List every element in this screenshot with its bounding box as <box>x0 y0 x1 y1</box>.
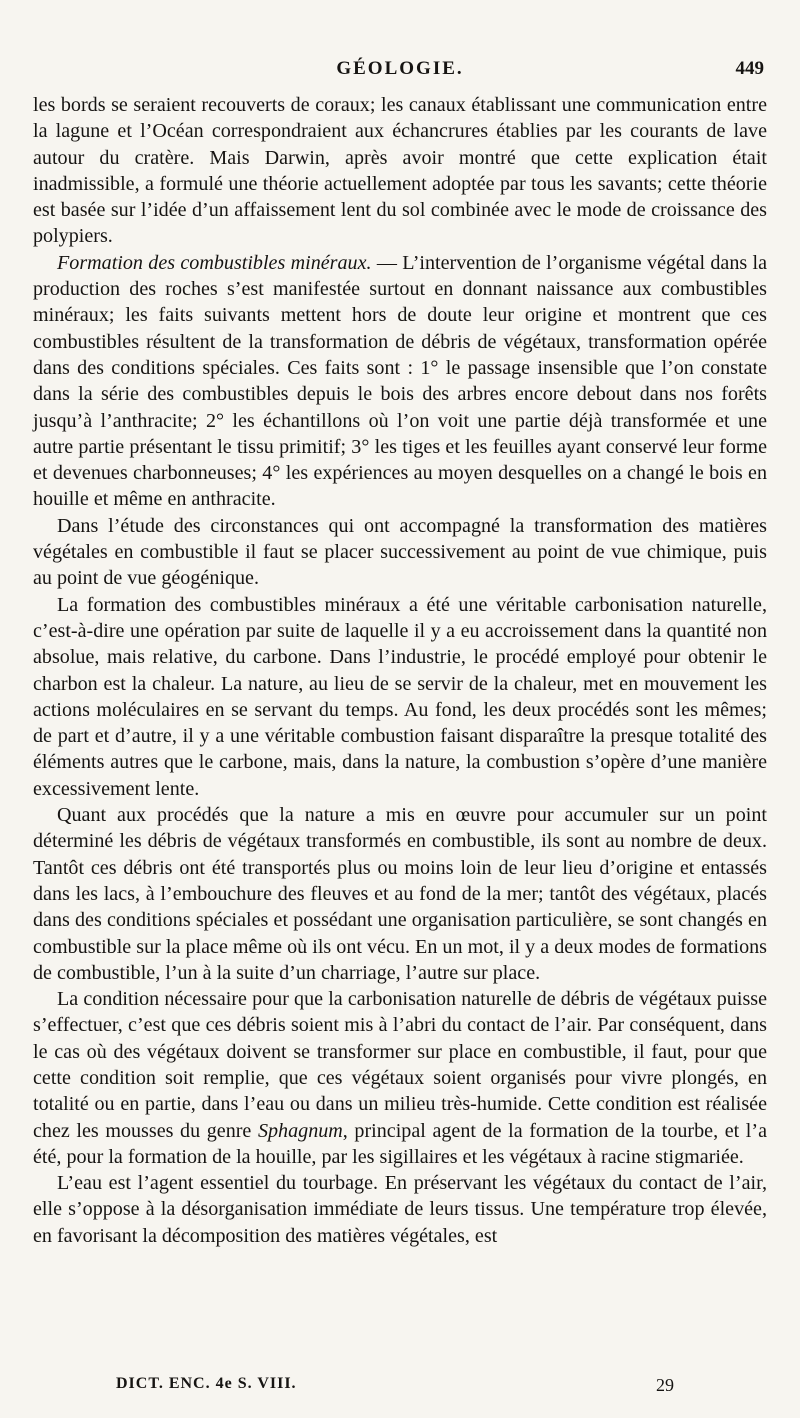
paragraph-7 <box>33 1170 767 1249</box>
body-text <box>33 92 767 1249</box>
paragraph-5 <box>33 802 767 986</box>
page-footer <box>0 1375 800 1403</box>
paragraph-text: Quant aux procédés que la nature a mis en œuvre pour accumuler sur un point déterminé les débris de végétaux transformés en combustible, ils sont au nombre de deux. Tantôt ces débris ont été transportés plus ou moins loin de leur lieu d’origine et entassés dans les lacs, à l’embouchure des fleuves et au fond de la mer; tantôt des végétaux, placés dans des conditions spéciales et possédant une organisation particulière, se sont changés en combustible sur la place même où ils ont vécu. En un mot, il y a deux modes de formations de combustible, l’un à la suite d’un charriage, l’autre sur place. <box>33 804 767 984</box>
paragraph-text: — L’intervention de l’organisme végétal dans la production des roches s’est manifestée surtout en donnant naissance aux combustibles minéraux; les faits suivants mettent hors de doute leur origine et montrent que ces combustibles résultent de la transformation de débris de végétaux, transformation opérée dans des conditions spéciales. Ces faits sont : 1° le passage insensible que l’on constate dans la série des combustibles depuis le bois des arbres encore debout dans nos forêts jusqu’à l’anthracite; 2° les échantillons où l’on voit une partie déjà transformée et une autre partie présentant le tissu primitif; 3° les tiges et les feuilles ayant conservé leur forme et devenues charbonneuses; 4° les expériences au moyen desquelles on a changé le bois en houille et même en anthracite. <box>33 251 768 511</box>
paragraph-text: , principal agent de la formation de la tourbe, et l’a été, pour la formation de la houille, par les sigillaires et les végétaux à racine stigmariée. <box>33 1119 767 1168</box>
paragraph-6 <box>33 986 767 1170</box>
paragraph-text: La formation des combustibles minéraux a été une véritable carbonisation naturelle, c’est-à-dire une opération par suite de laquelle il y a eu accroissement dans la quantité non absolue, mais relative, du carbone. Dans l’industrie, le procédé employé pour obtenir le charbon est la chaleur. La nature, au lieu de se servir de la chaleur, met en mouvement les actions moléculaires en se servant du temps. Au fond, les deux procédés sont les mêmes; de part et d’autre, il y a une véritable combustion faisant disparaître la presque totalité des éléments autres que le carbone, mais, dans la nature, la combustion s’opère d’une manière excessivement lente. <box>33 593 767 800</box>
paragraph-1 <box>33 92 767 250</box>
signature-mark: DICT. ENC. 4e S. VIII. <box>116 1375 297 1392</box>
italic-term: Sphagnum <box>257 1119 343 1142</box>
paragraph-2 <box>33 250 767 513</box>
sheet-number: 29 <box>656 1375 674 1395</box>
paragraph-text: L’eau est l’agent essentiel du tourbage. En préservant les végétaux du contact de l’air, elle s’oppose à la désorganisation immédiate de leurs tissus. Une température trop élevée, en favorisant la décomposition des matières végétales, est <box>33 1172 767 1247</box>
paragraph-4 <box>33 592 767 802</box>
paragraph-text: Dans l’étude des circonstances qui ont accompagné la transformation des matières végétales en combustible il faut se placer successivement au point de vue chimique, puis au point de vue géogénique. <box>33 514 767 590</box>
paragraph-3 <box>33 513 767 592</box>
paragraph-text: La condition nécessaire pour que la carbonisation naturelle de débris de végétaux puisse s’effectuer, c’est que ces débris soient mis à l’abri du contact de l’air. Par conséquent, dans le cas où des végétaux doivent se transformer sur place en combustible, il faut, pour que cette condition soit remplie, que ces végétaux soient organisés pour vivre plongés, en totalité ou en partie, dans l’eau ou dans un milieu très-humide. Cette condition est réalisée chez les mousses du genre <box>33 988 767 1142</box>
section-heading: Formation des combustibles minéraux. <box>57 251 372 274</box>
paragraph-text: les bords se seraient recouverts de coraux; les canaux établissant une communication entre la lagune et l’Océan correspondraient aux échancrures établies par les courants de lave autour du cratère. Mais Darwin, après avoir montré que cette explication était inadmissible, a formulé une théorie actuellement adoptée par tous les savants; cette théorie est basée sur l’idée d’un affaissement lent du sol combinée avec le mode de croissance des polypiers. <box>33 94 767 248</box>
page-number: 449 <box>735 58 764 79</box>
page-header <box>0 58 800 86</box>
running-title: GÉOLOGIE. <box>336 58 464 79</box>
